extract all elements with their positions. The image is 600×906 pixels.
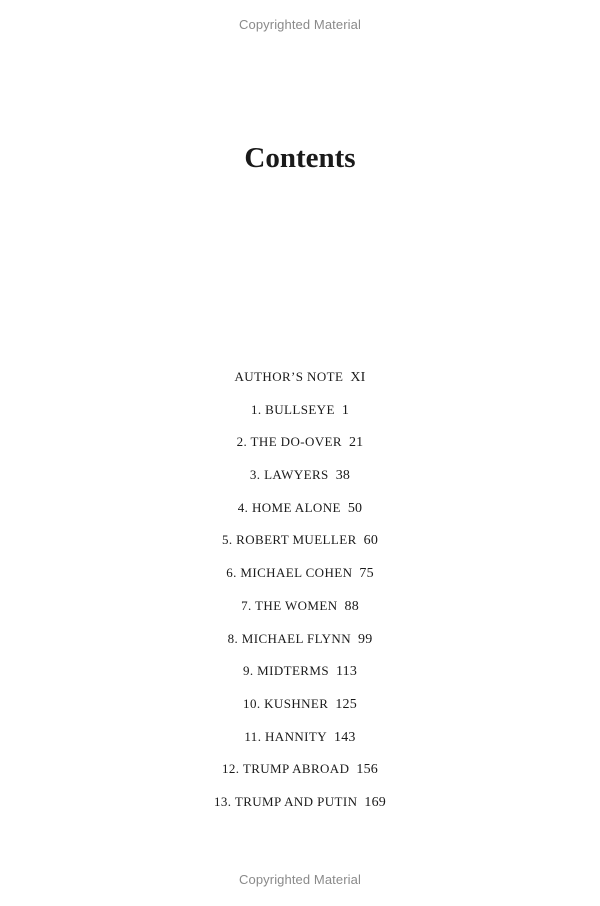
- toc-entry-label: 13. TRUMP AND PUTIN: [213, 793, 358, 809]
- toc-entry: [0, 563, 600, 596]
- toc-entry: [0, 432, 600, 465]
- toc-entry-page: 50: [347, 500, 363, 516]
- table-of-contents: [0, 367, 600, 825]
- toc-entry-label: 3. LAWYERS: [249, 467, 329, 483]
- copyright-watermark-top: Copyrighted Material: [239, 17, 361, 32]
- page-title: Contents: [244, 142, 356, 174]
- toc-entry-page: 88: [344, 598, 359, 614]
- toc-entry-page: 113: [335, 664, 358, 680]
- toc-entry: [0, 596, 600, 629]
- toc-entry: [0, 530, 600, 563]
- toc-entry-page: 143: [334, 729, 356, 745]
- toc-entry-page: 1: [341, 402, 350, 418]
- toc-entry-page: 75: [359, 566, 374, 582]
- toc-entry-label: 4. HOME ALONE: [237, 499, 341, 515]
- toc-entry-label: 1. BULLSEYE: [250, 401, 335, 417]
- toc-entry: [0, 694, 600, 727]
- toc-entry: [0, 727, 600, 760]
- toc-entry: [0, 465, 600, 498]
- toc-entry: [0, 400, 600, 433]
- toc-entry-page: 21: [348, 435, 364, 451]
- toc-entry-page: 60: [363, 533, 379, 549]
- toc-entry: [0, 629, 600, 662]
- toc-entry-label: 8. MICHAEL FLYNN: [227, 630, 351, 646]
- toc-entry: [0, 759, 600, 792]
- toc-entry-page: 38: [335, 468, 351, 484]
- toc-entry-label: 7. THE WOMEN: [241, 597, 338, 613]
- toc-entry: [0, 498, 600, 531]
- toc-entry-label: 11. HANNITY: [244, 728, 328, 744]
- toc-entry-page: 156: [356, 762, 378, 778]
- toc-entry-page: 169: [364, 794, 386, 810]
- toc-entry-label: 6. MICHAEL COHEN: [226, 565, 353, 581]
- toc-entry-page: XI: [350, 370, 366, 385]
- toc-entry-label: 9. MIDTERMS: [242, 663, 329, 679]
- toc-entry-label: 12. TRUMP ABROAD: [221, 761, 350, 777]
- toc-entry-label: 2. THE DO-OVER: [236, 434, 342, 450]
- toc-entry: [0, 792, 600, 825]
- toc-entry-label: 10. KUSHNER: [243, 695, 329, 711]
- copyright-watermark-bottom: Copyrighted Material: [239, 872, 361, 887]
- toc-entry: [0, 661, 600, 694]
- toc-entry-page: 125: [335, 696, 357, 712]
- toc-entry-page: 99: [358, 631, 373, 647]
- toc-entry-label: AUTHOR’S NOTE: [234, 369, 344, 384]
- toc-entry: [0, 367, 600, 400]
- toc-entry-label: 5. ROBERT MUELLER: [221, 532, 357, 548]
